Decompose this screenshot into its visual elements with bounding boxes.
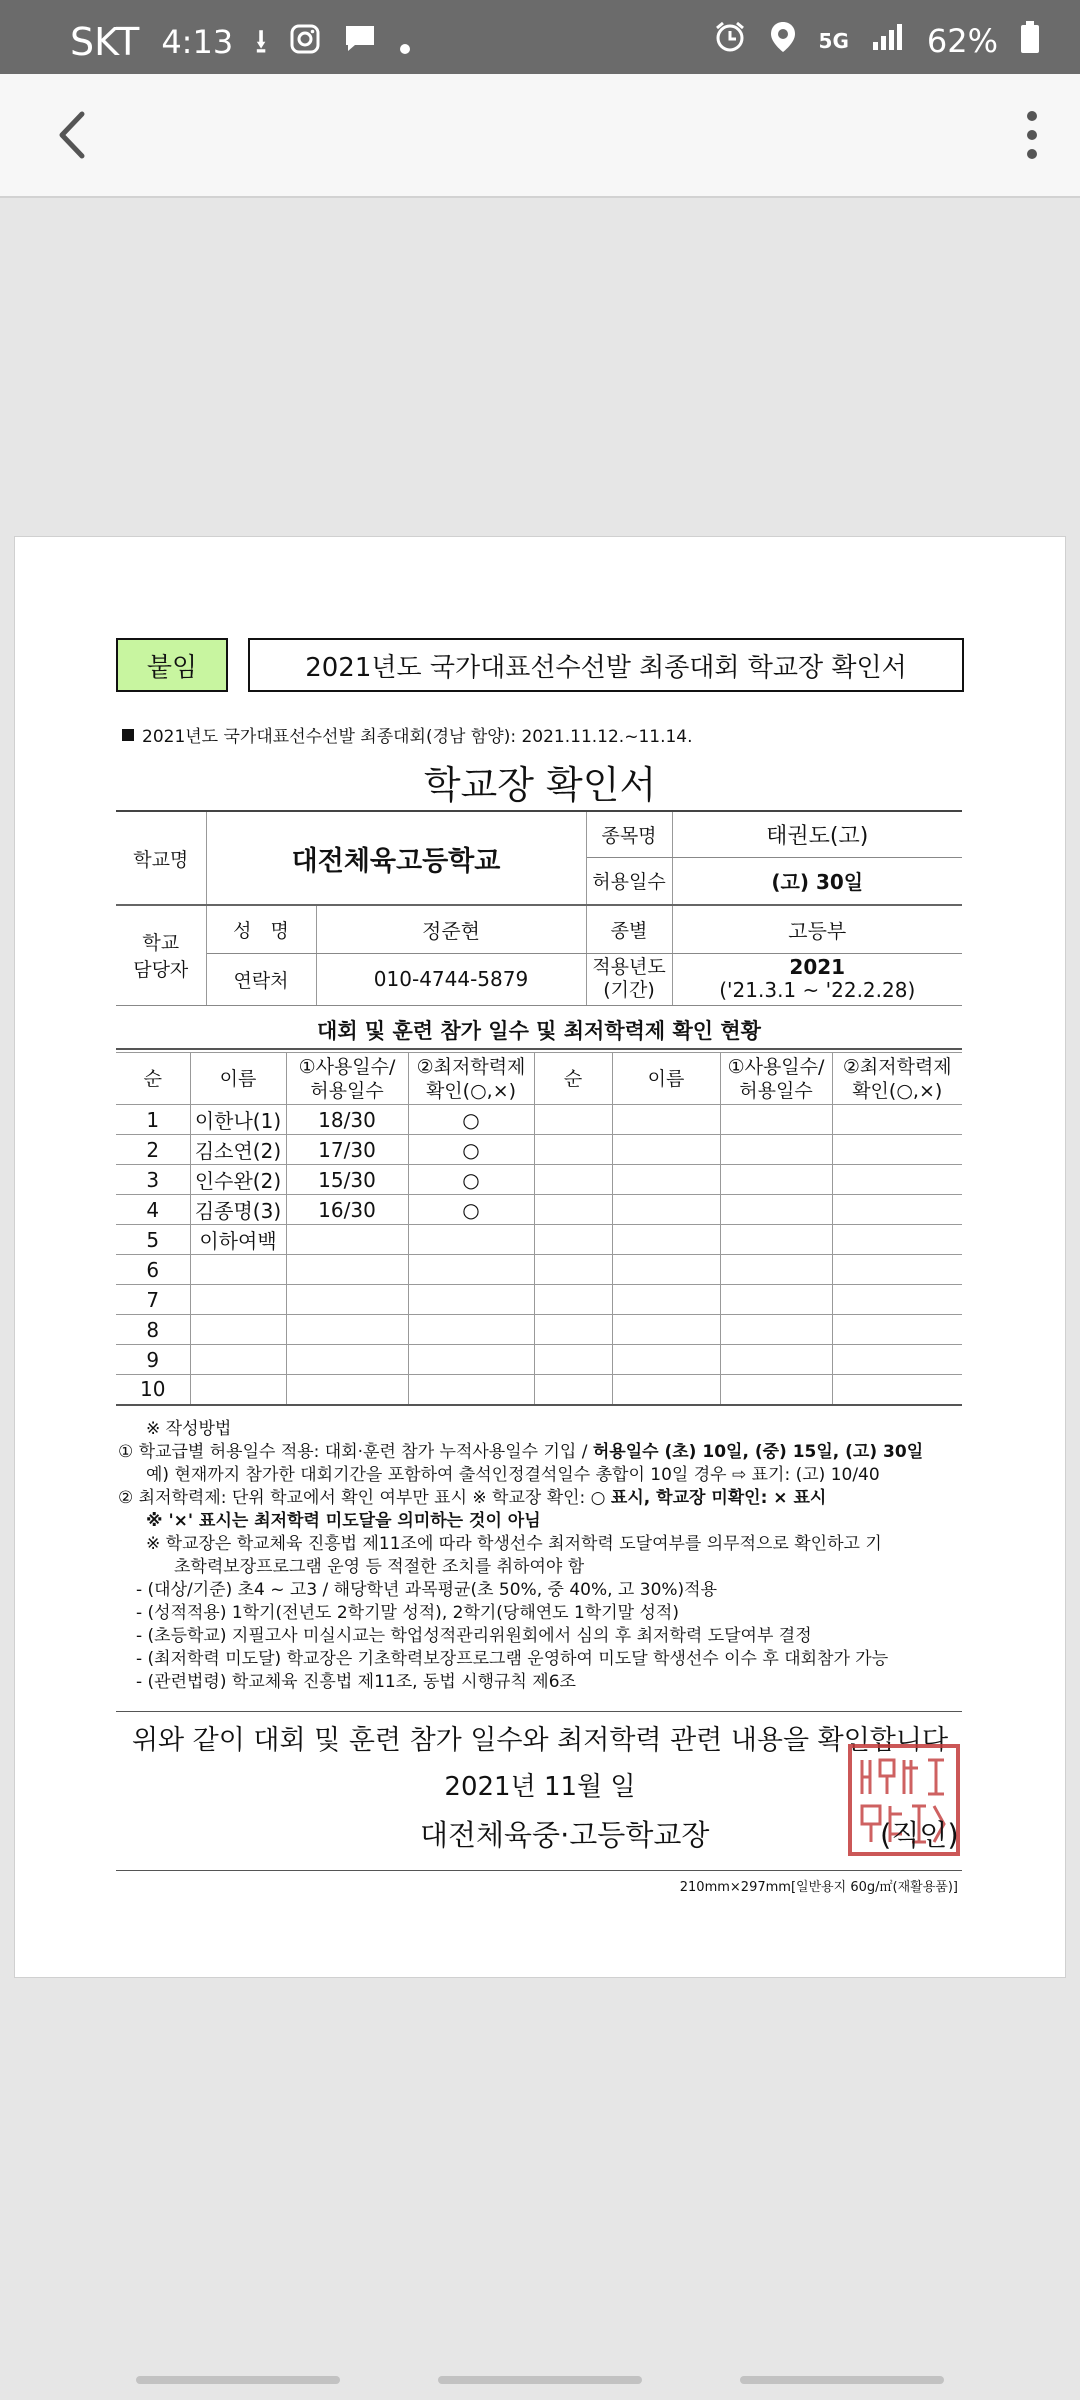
row-days bbox=[286, 1225, 408, 1255]
empty-cell bbox=[832, 1315, 962, 1345]
event-value: 태권도(고) bbox=[672, 811, 962, 857]
empty-cell bbox=[534, 1195, 612, 1225]
allowed-days-label: 허용일수 bbox=[586, 857, 672, 905]
square-bullet-icon bbox=[122, 729, 134, 741]
note-item: - (관련법령) 학교체육 진흥법 제11조, 동법 시행규칙 제6조 bbox=[136, 1672, 576, 1692]
note-text: ① 학교급별 허용일수 적용: 대회·훈련 참가 누적사용일수 기입 / bbox=[118, 1442, 593, 1462]
network-type-label: 5G bbox=[818, 29, 849, 53]
notes-title: ※ 작성방법 bbox=[146, 1419, 232, 1439]
participation-table bbox=[116, 1052, 962, 1406]
empty-cell bbox=[612, 1105, 720, 1135]
clock: 4:13 bbox=[161, 23, 234, 61]
table-row bbox=[116, 1255, 962, 1285]
competition-text: 2021년도 국가대표선수선발 최종대회(경남 함양): 2021.11.12.~11.14. bbox=[142, 727, 693, 747]
row-check: ○ bbox=[408, 1105, 534, 1135]
empty-cell bbox=[534, 1105, 612, 1135]
row-no: 3 bbox=[116, 1165, 190, 1195]
empty-cell bbox=[720, 1135, 832, 1165]
carrier-label: SKT bbox=[70, 20, 140, 64]
apply-year-value-line1: 2021 bbox=[789, 955, 846, 979]
row-name bbox=[190, 1255, 286, 1285]
confirmation-statement: 위와 같이 대회 및 훈련 참가 일수와 최저학력 관련 내용을 확인합니다 bbox=[131, 1725, 949, 1756]
header-check-2-line1: ②최저학력제 bbox=[842, 1055, 952, 1078]
row-check: ○ bbox=[408, 1135, 534, 1165]
section-title: 대회 및 훈련 참가 일수 및 최저학력제 확인 현황 bbox=[116, 1012, 962, 1050]
row-days: 18/30 bbox=[286, 1105, 408, 1135]
header-check-line1: ②최저학력제 bbox=[416, 1055, 526, 1078]
row-name: 이하여백 bbox=[190, 1225, 286, 1255]
empty-cell bbox=[720, 1105, 832, 1135]
header-check-2-line2: 확인(○,×) bbox=[852, 1079, 943, 1102]
note-text: ② 최저학력제: 단위 학교에서 확인 여부만 표시 ※ 학교장 확인: ○ bbox=[118, 1488, 611, 1508]
empty-cell bbox=[534, 1315, 612, 1345]
message-icon bbox=[343, 20, 377, 64]
battery-percentage: 62% bbox=[926, 22, 998, 60]
empty-cell bbox=[612, 1225, 720, 1255]
row-check bbox=[408, 1315, 534, 1345]
note-item bbox=[118, 1441, 968, 1464]
table-header-row bbox=[116, 1053, 962, 1105]
empty-cell bbox=[534, 1255, 612, 1285]
download-icon: ⭳ bbox=[255, 22, 268, 62]
row-name: 이한나(1) bbox=[190, 1105, 286, 1135]
row-no: 4 bbox=[116, 1195, 190, 1225]
staff-label-line2: 담당자 bbox=[133, 959, 189, 982]
row-check bbox=[408, 1225, 534, 1255]
battery-icon bbox=[1020, 20, 1040, 62]
empty-cell bbox=[832, 1195, 962, 1225]
more-vertical-icon bbox=[1002, 100, 1062, 170]
staff-name-value: 정준현 bbox=[316, 905, 586, 953]
back-arrow-icon bbox=[40, 100, 110, 170]
school-name-label: 학교명 bbox=[116, 811, 206, 905]
empty-cell bbox=[720, 1165, 832, 1195]
header-check-2 bbox=[832, 1053, 962, 1105]
empty-cell bbox=[534, 1135, 612, 1165]
table-row bbox=[116, 1165, 962, 1195]
staff-label-line1: 학교 bbox=[142, 932, 180, 955]
apply-year-label-line1: 적용년도 bbox=[592, 956, 666, 978]
header-days-2-line2: 허용일수 bbox=[739, 1079, 813, 1102]
row-no: 9 bbox=[116, 1345, 190, 1375]
apply-year-label-line2: (기간) bbox=[603, 979, 655, 1001]
row-days: 16/30 bbox=[286, 1195, 408, 1225]
empty-cell bbox=[720, 1285, 832, 1315]
note-item bbox=[118, 1487, 968, 1510]
row-no: 10 bbox=[116, 1375, 190, 1405]
note-item: ※ 학교장은 학교체육 진흥법 제11조에 따라 학생선수 최저학력 도달여부를 의무적으로 확인하고 기 bbox=[146, 1534, 882, 1554]
row-days bbox=[286, 1285, 408, 1315]
back-button[interactable] bbox=[40, 100, 110, 170]
note-emphasis: 허용일수 (초) 10일, (중) 15일, (고) 30일 bbox=[592, 1442, 924, 1462]
writing-instructions bbox=[118, 1418, 968, 1694]
signal-icon bbox=[871, 22, 905, 60]
row-no: 8 bbox=[116, 1315, 190, 1345]
school-info-table bbox=[116, 810, 962, 1006]
allowed-days-value: (고) 30일 bbox=[672, 857, 962, 905]
header-days-2-line1: ①사용일수/ bbox=[727, 1055, 825, 1078]
contact-value: 010-4744-5879 bbox=[316, 953, 586, 1005]
empty-cell bbox=[832, 1135, 962, 1165]
issue-date: 2021년 11월 일 bbox=[444, 1772, 636, 1802]
empty-cell bbox=[612, 1165, 720, 1195]
empty-cell bbox=[612, 1255, 720, 1285]
empty-cell bbox=[612, 1195, 720, 1225]
note-item: - (초등학교) 지필고사 미실시교는 학업성적관리위원회에서 심의 후 최저학력 도달여부 결정 bbox=[136, 1626, 812, 1646]
page-title: 학교장 확인서 bbox=[423, 763, 657, 807]
row-name: 김종명(3) bbox=[190, 1195, 286, 1225]
row-no: 7 bbox=[116, 1285, 190, 1315]
empty-cell bbox=[612, 1375, 720, 1405]
table-row bbox=[116, 1105, 962, 1135]
empty-cell bbox=[534, 1285, 612, 1315]
table-row bbox=[116, 1375, 962, 1405]
row-days bbox=[286, 1375, 408, 1405]
recent-apps-button[interactable] bbox=[136, 2376, 340, 2384]
note-item: ※ '×' 표시는 최저학력 미도달을 의미하는 것이 아님 bbox=[146, 1511, 541, 1531]
header-check bbox=[408, 1053, 534, 1105]
row-check bbox=[408, 1255, 534, 1285]
staff-name-label: 성 명 bbox=[206, 905, 316, 953]
header-days-line2: 허용일수 bbox=[310, 1079, 384, 1102]
empty-cell bbox=[534, 1375, 612, 1405]
instagram-icon bbox=[289, 20, 321, 64]
note-emphasis: 표시, 학교장 미확인: × 표시 bbox=[610, 1488, 827, 1508]
paper-size-note: 210mm×297mm[일반용지 60g/㎡(재활용품)] bbox=[679, 1880, 958, 1895]
row-name bbox=[190, 1315, 286, 1345]
event-label: 종목명 bbox=[586, 811, 672, 857]
note-item: 초학력보장프로그램 운영 등 적절한 조치를 취하여야 함 bbox=[174, 1557, 585, 1577]
header-name: 이름 bbox=[190, 1053, 286, 1105]
row-name bbox=[190, 1375, 286, 1405]
divider bbox=[116, 1870, 962, 1871]
empty-cell bbox=[832, 1375, 962, 1405]
header-days bbox=[286, 1053, 408, 1105]
header-name-2: 이름 bbox=[612, 1053, 720, 1105]
note-item: 예) 현재까지 참가한 대회기간을 포함하여 출석인정결석일수 총합이 10일 경우 ⇨ 표기: (고) 10/40 bbox=[146, 1465, 880, 1485]
alarm-icon bbox=[713, 20, 747, 62]
empty-cell bbox=[720, 1255, 832, 1285]
apply-year-value-line2: ('21.3.1 ~ '22.2.28) bbox=[719, 978, 916, 1002]
row-check: ○ bbox=[408, 1195, 534, 1225]
empty-cell bbox=[534, 1345, 612, 1375]
row-days bbox=[286, 1255, 408, 1285]
contact-label: 연락처 bbox=[206, 953, 316, 1005]
table-row bbox=[116, 1285, 962, 1315]
staff-label bbox=[116, 905, 206, 1005]
table-row bbox=[116, 1135, 962, 1165]
empty-cell bbox=[832, 1165, 962, 1195]
category-value: 고등부 bbox=[672, 905, 962, 953]
empty-cell bbox=[720, 1375, 832, 1405]
apply-year-label bbox=[586, 953, 672, 1005]
empty-cell bbox=[720, 1195, 832, 1225]
note-item: - (성적적용) 1학기(전년도 2학기말 성적), 2학기(당해연도 1학기말 성적) bbox=[136, 1603, 679, 1623]
more-options-button[interactable] bbox=[1002, 100, 1062, 170]
principal-name: 대전체육중·고등학교장 bbox=[420, 1818, 710, 1852]
row-days: 17/30 bbox=[286, 1135, 408, 1165]
row-name: 인수완(2) bbox=[190, 1165, 286, 1195]
empty-cell bbox=[720, 1345, 832, 1375]
row-name bbox=[190, 1285, 286, 1315]
row-days: 15/30 bbox=[286, 1165, 408, 1195]
empty-cell bbox=[720, 1315, 832, 1345]
row-check bbox=[408, 1285, 534, 1315]
row-check bbox=[408, 1375, 534, 1405]
empty-cell bbox=[534, 1165, 612, 1195]
document-header-title: 2021년도 국가대표선수선발 최종대회 학교장 확인서 bbox=[248, 638, 964, 692]
back-nav-button[interactable] bbox=[740, 2376, 944, 2384]
header-no: 순 bbox=[116, 1053, 190, 1105]
header-days-line1: ①사용일수/ bbox=[298, 1055, 396, 1078]
row-days bbox=[286, 1315, 408, 1345]
table-row bbox=[116, 1315, 962, 1345]
empty-cell bbox=[612, 1345, 720, 1375]
empty-cell bbox=[612, 1285, 720, 1315]
seal-label: (직인) bbox=[880, 1818, 959, 1852]
row-no: 5 bbox=[116, 1225, 190, 1255]
attachment-tag: 붙임 bbox=[116, 638, 228, 692]
empty-cell bbox=[612, 1135, 720, 1165]
table-row bbox=[116, 1345, 962, 1375]
navigation-bar bbox=[0, 2360, 1080, 2400]
empty-cell bbox=[720, 1225, 832, 1255]
apply-year-value bbox=[672, 953, 962, 1005]
header-days-2 bbox=[720, 1053, 832, 1105]
row-check bbox=[408, 1345, 534, 1375]
empty-cell bbox=[832, 1105, 962, 1135]
empty-cell bbox=[832, 1285, 962, 1315]
row-no: 2 bbox=[116, 1135, 190, 1165]
table-row bbox=[116, 1195, 962, 1225]
empty-cell bbox=[612, 1315, 720, 1345]
row-days bbox=[286, 1345, 408, 1375]
header-no-2: 순 bbox=[534, 1053, 612, 1105]
dot-icon bbox=[399, 20, 411, 64]
empty-cell bbox=[832, 1255, 962, 1285]
category-label: 종별 bbox=[586, 905, 672, 953]
table-row bbox=[116, 1225, 962, 1255]
note-item: - (대상/기준) 초4 ~ 고3 / 해당학년 과목평균(초 50%, 중 40%, 고 30%)적용 bbox=[136, 1580, 718, 1600]
home-button[interactable] bbox=[438, 2376, 642, 2384]
app-bar bbox=[0, 74, 1080, 198]
row-check: ○ bbox=[408, 1165, 534, 1195]
empty-cell bbox=[534, 1225, 612, 1255]
row-no: 6 bbox=[116, 1255, 190, 1285]
divider bbox=[116, 1711, 962, 1712]
note-item: - (최저학력 미도달) 학교장은 기초학력보장프로그램 운영하여 미도달 학생선수 이수 후 대회참가 가능 bbox=[136, 1649, 889, 1669]
row-no: 1 bbox=[116, 1105, 190, 1135]
header-check-line2: 확인(○,×) bbox=[425, 1079, 517, 1102]
row-name: 김소연(2) bbox=[190, 1135, 286, 1165]
competition-info bbox=[122, 722, 693, 747]
school-name-value: 대전체육고등학교 bbox=[206, 811, 586, 905]
status-bar bbox=[0, 0, 1080, 74]
empty-cell bbox=[832, 1225, 962, 1255]
empty-cell bbox=[832, 1345, 962, 1375]
location-icon bbox=[769, 20, 797, 62]
row-name bbox=[190, 1345, 286, 1375]
